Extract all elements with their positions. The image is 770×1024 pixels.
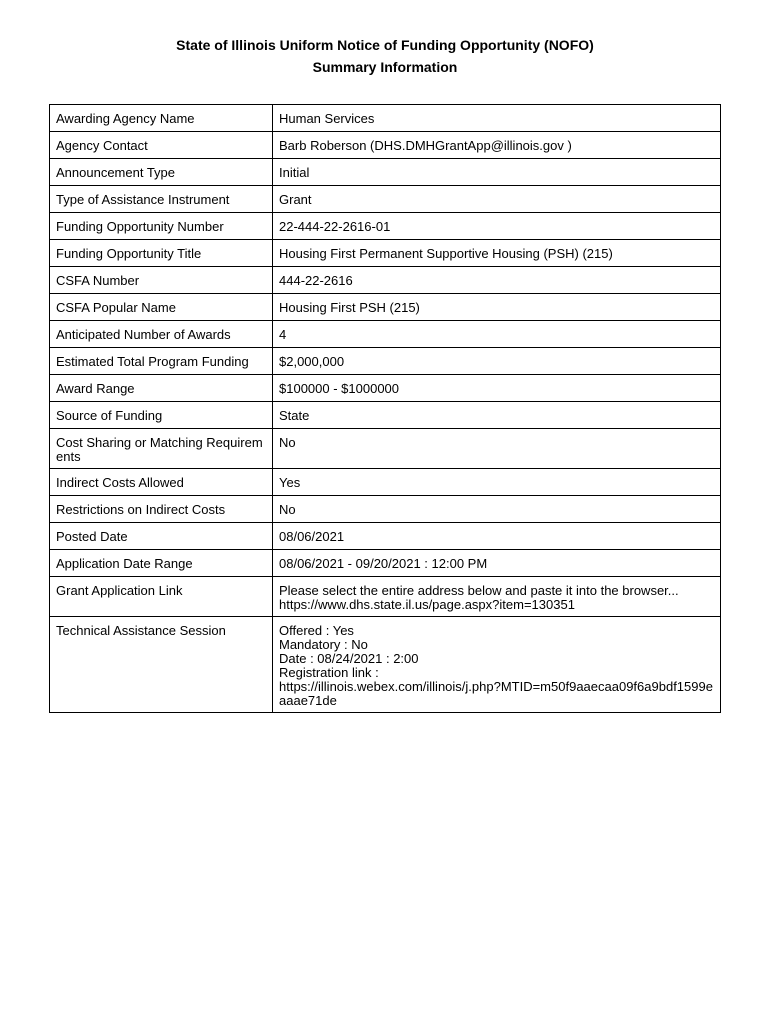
field-value xyxy=(273,159,721,186)
field-value-line: Mandatory : No xyxy=(279,637,368,652)
field-value-line: Barb Roberson (DHS.DMHGrantApp@illinois.gov ) xyxy=(279,138,572,153)
field-value xyxy=(273,402,721,429)
table-row xyxy=(50,429,721,469)
field-label: Announcement Type xyxy=(50,159,273,186)
table-row xyxy=(50,240,721,267)
field-label: Restrictions on Indirect Costs xyxy=(50,496,273,523)
table-row xyxy=(50,213,721,240)
table-row xyxy=(50,469,721,496)
field-value-line: $100000 - $1000000 xyxy=(279,381,400,396)
table-row xyxy=(50,321,721,348)
field-value xyxy=(273,348,721,375)
field-value-line: Yes xyxy=(279,475,301,490)
field-label: Funding Opportunity Title xyxy=(50,240,273,267)
field-value-line: https://www.dhs.state.il.us/page.aspx?item=130351 xyxy=(279,597,575,612)
field-label: Grant Application Link xyxy=(50,577,273,617)
field-value-line: Date : 08/24/2021 : 2:00 xyxy=(279,651,419,666)
table-row xyxy=(50,294,721,321)
nofo-summary-table xyxy=(49,104,721,713)
field-value-line: Housing First Permanent Supportive Housing (PSH) (215) xyxy=(279,246,613,261)
field-value-line: Please select the entire address below and paste it into the browser... xyxy=(279,583,679,598)
table-row xyxy=(50,159,721,186)
field-value-line: https://illinois.webex.com/illinois/j.php?MTID=m50f9aaecaa09f6a9bdf1599eaaae71de xyxy=(279,679,713,708)
field-value xyxy=(273,267,721,294)
table-row xyxy=(50,375,721,402)
field-value xyxy=(273,523,721,550)
field-label: Application Date Range xyxy=(50,550,273,577)
field-value xyxy=(273,429,721,469)
field-value-line: 08/06/2021 - 09/20/2021 : 12:00 PM xyxy=(279,556,488,571)
field-label: Funding Opportunity Number xyxy=(50,213,273,240)
field-value xyxy=(273,496,721,523)
field-label: Award Range xyxy=(50,375,273,402)
field-value xyxy=(273,240,721,267)
field-value-line: No xyxy=(279,435,296,450)
field-label: Estimated Total Program Funding xyxy=(50,348,273,375)
field-value-line: Grant xyxy=(279,192,312,207)
field-value xyxy=(273,213,721,240)
table-row xyxy=(50,577,721,617)
field-value-line: Registration link : xyxy=(279,665,379,680)
table-row xyxy=(50,132,721,159)
field-label: Cost Sharing or Matching Requirements xyxy=(50,429,273,469)
table-row xyxy=(50,348,721,375)
title-line-2: Summary Information xyxy=(312,59,458,75)
field-value xyxy=(273,186,721,213)
field-label: Type of Assistance Instrument xyxy=(50,186,273,213)
field-value xyxy=(273,294,721,321)
field-label: CSFA Number xyxy=(50,267,273,294)
field-value-line: No xyxy=(279,502,296,517)
field-label: CSFA Popular Name xyxy=(50,294,273,321)
field-label: Posted Date xyxy=(50,523,273,550)
field-value xyxy=(273,132,721,159)
field-value-line: Human Services xyxy=(279,111,375,126)
table-row xyxy=(50,496,721,523)
table-row xyxy=(50,267,721,294)
summary-table-body xyxy=(50,105,721,713)
field-value-line: 22-444-22-2616-01 xyxy=(279,219,391,234)
field-value xyxy=(273,577,721,617)
field-value xyxy=(273,375,721,402)
field-value-line: State xyxy=(279,408,310,423)
field-value-line: 444-22-2616 xyxy=(279,273,353,288)
field-value xyxy=(273,321,721,348)
field-value-line: Housing First PSH (215) xyxy=(279,300,420,315)
field-value-line: Initial xyxy=(279,165,310,180)
field-value-line: $2,000,000 xyxy=(279,354,345,369)
field-value-line: 08/06/2021 xyxy=(279,529,345,544)
table-row xyxy=(50,550,721,577)
table-row xyxy=(50,186,721,213)
field-label: Indirect Costs Allowed xyxy=(50,469,273,496)
title-line-1: State of Illinois Uniform Notice of Funding Opportunity (NOFO) xyxy=(176,37,594,53)
table-row xyxy=(50,523,721,550)
table-row xyxy=(50,105,721,132)
field-value-line: 4 xyxy=(279,327,287,342)
field-label: Awarding Agency Name xyxy=(50,105,273,132)
field-value xyxy=(273,105,721,132)
field-value-line: Offered : Yes xyxy=(279,623,354,638)
field-label: Anticipated Number of Awards xyxy=(50,321,273,348)
field-label: Source of Funding xyxy=(50,402,273,429)
table-row xyxy=(50,402,721,429)
table-row xyxy=(50,617,721,713)
field-value xyxy=(273,469,721,496)
field-label: Agency Contact xyxy=(50,132,273,159)
field-label: Technical Assistance Session xyxy=(50,617,273,713)
field-value xyxy=(273,617,721,713)
field-value xyxy=(273,550,721,577)
page-title xyxy=(0,34,770,78)
